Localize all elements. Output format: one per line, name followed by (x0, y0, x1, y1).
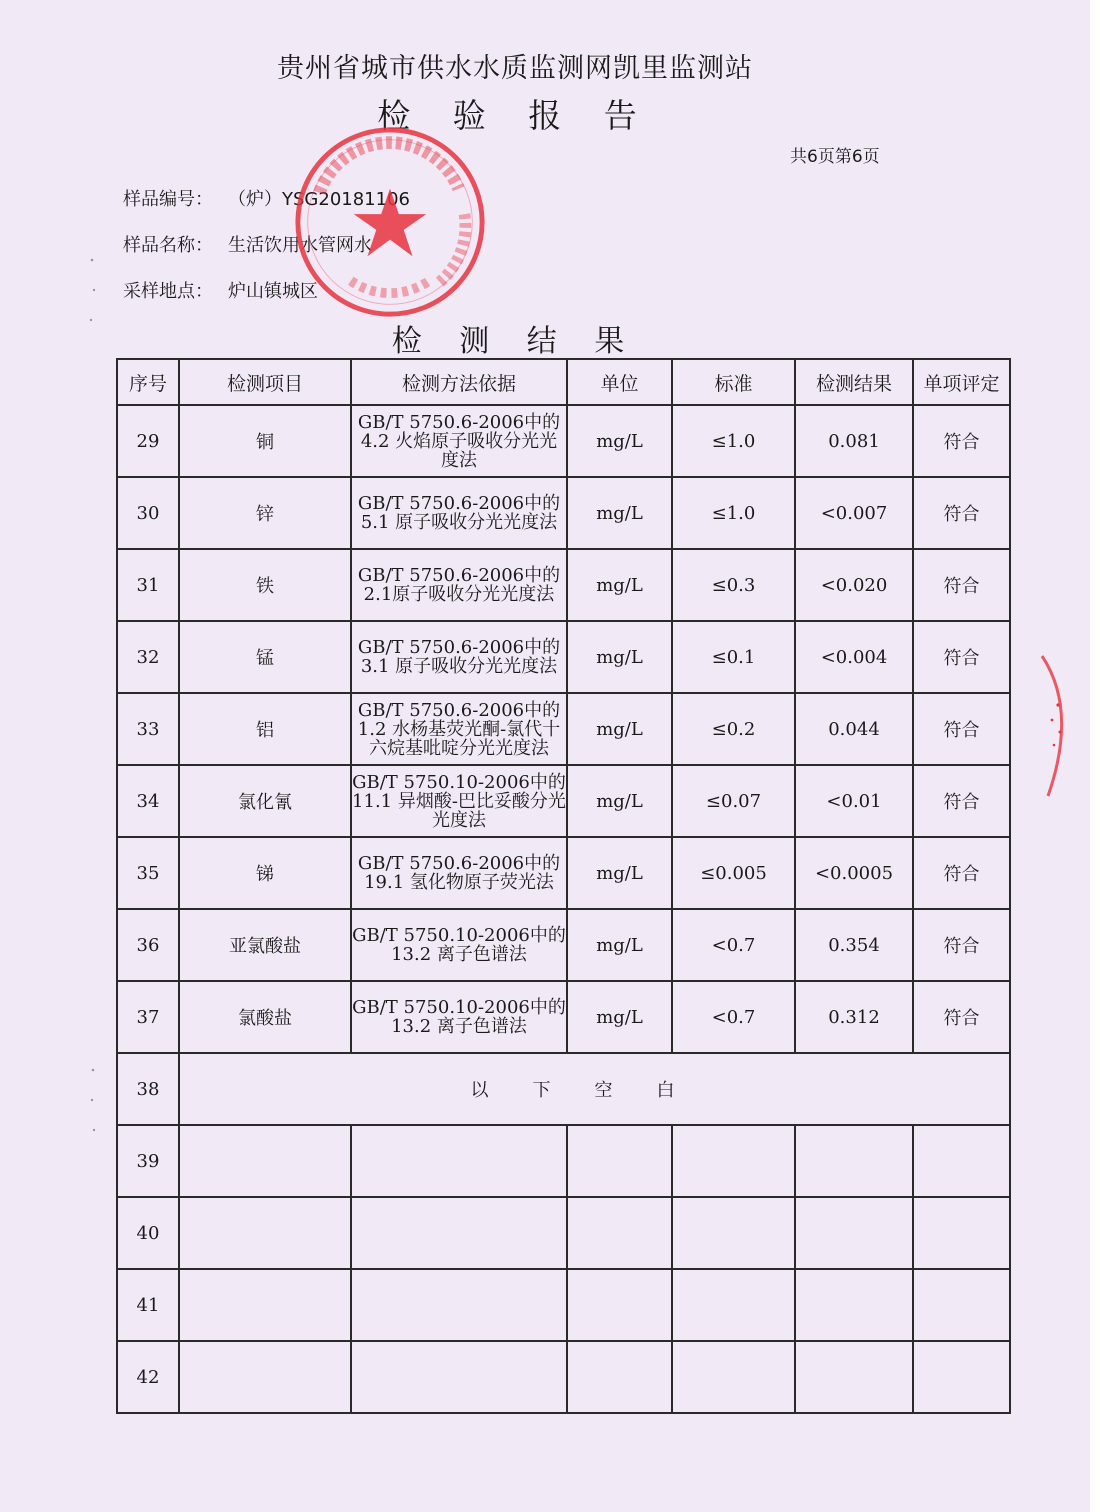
unit: mg/L (567, 693, 672, 765)
unit: mg/L (567, 405, 672, 477)
row-number: 35 (117, 837, 179, 909)
result: <0.007 (795, 477, 913, 549)
table-row (117, 549, 1010, 621)
empty-row (117, 1269, 1010, 1341)
table-row (117, 477, 1010, 549)
sample-name-value: 生活饮用水管网水 (228, 235, 372, 256)
empty-row (117, 1341, 1010, 1413)
verdict: 符合 (913, 909, 1010, 981)
row-number: 41 (117, 1269, 179, 1341)
row-number: 36 (117, 909, 179, 981)
blank-marker-text: 以下空白 (179, 1053, 1010, 1125)
row-number: 39 (117, 1125, 179, 1197)
test-item: 锑 (179, 837, 351, 909)
unit: mg/L (567, 477, 672, 549)
row-number: 40 (117, 1197, 179, 1269)
verdict: 符合 (913, 621, 1010, 693)
seal-fragment-icon (1038, 650, 1082, 800)
column-header-no: 序号 (117, 359, 179, 405)
results-table (116, 358, 1011, 1414)
test-method: GB/T 5750.6-2006中的19.1 氢化物原子荧光法 (351, 837, 567, 909)
test-method: GB/T 5750.6-2006中的2.1原子吸收分光光度法 (351, 549, 567, 621)
standard: ≤0.1 (672, 621, 795, 693)
test-method: GB/T 5750.10-2006中的11.1 异烟酸-巴比妥酸分光光度法 (351, 765, 567, 837)
standard: ≤0.07 (672, 765, 795, 837)
result: 0.044 (795, 693, 913, 765)
standard: ≤0.3 (672, 549, 795, 621)
standard: ≤1.0 (672, 405, 795, 477)
document-title: 检 验 报 告 (377, 96, 653, 135)
binding-specks-icon (82, 250, 102, 1150)
result: <0.01 (795, 765, 913, 837)
page-edge (1090, 0, 1100, 1512)
sample-id-label: 样品编号： (123, 189, 213, 210)
table-row (117, 909, 1010, 981)
row-number: 30 (117, 477, 179, 549)
sample-site-row (123, 277, 318, 303)
result: <0.004 (795, 621, 913, 693)
standard: ≤1.0 (672, 477, 795, 549)
test-item: 锰 (179, 621, 351, 693)
test-method: GB/T 5750.6-2006中的3.1 原子吸收分光光度法 (351, 621, 567, 693)
page-count: 共6页第6页 (790, 147, 880, 167)
organization-title: 贵州省城市供水水质监测网凯里监测站 (277, 53, 753, 84)
standard: ≤0.005 (672, 837, 795, 909)
verdict: 符合 (913, 981, 1010, 1053)
unit: mg/L (567, 765, 672, 837)
row-number: 29 (117, 405, 179, 477)
empty-row (117, 1197, 1010, 1269)
unit: mg/L (567, 909, 672, 981)
row-number: 32 (117, 621, 179, 693)
row-number: 37 (117, 981, 179, 1053)
test-method: GB/T 5750.10-2006中的13.2 离子色谱法 (351, 981, 567, 1053)
column-header-item: 检测项目 (179, 359, 351, 405)
column-header-unit: 单位 (567, 359, 672, 405)
test-method: GB/T 5750.10-2006中的13.2 离子色谱法 (351, 909, 567, 981)
result: <0.020 (795, 549, 913, 621)
column-header-verdict: 单项评定 (913, 359, 1010, 405)
result: 0.312 (795, 981, 913, 1053)
table-row (117, 981, 1010, 1053)
column-header-result: 检测结果 (795, 359, 913, 405)
test-item: 氯化氰 (179, 765, 351, 837)
standard: ≤0.2 (672, 693, 795, 765)
table-row (117, 693, 1010, 765)
row-number: 34 (117, 765, 179, 837)
unit: mg/L (567, 549, 672, 621)
official-seal-icon (292, 124, 488, 320)
table-header-row (117, 359, 1010, 405)
verdict: 符合 (913, 477, 1010, 549)
sample-name-label: 样品名称： (123, 235, 213, 256)
row-number: 31 (117, 549, 179, 621)
test-item: 铜 (179, 405, 351, 477)
standard: <0.7 (672, 909, 795, 981)
unit: mg/L (567, 981, 672, 1053)
test-item: 铝 (179, 693, 351, 765)
verdict: 符合 (913, 837, 1010, 909)
row-number: 42 (117, 1341, 179, 1413)
result: 0.081 (795, 405, 913, 477)
column-header-standard: 标准 (672, 359, 795, 405)
sample-site-value: 炉山镇城区 (228, 281, 318, 302)
table-row (117, 765, 1010, 837)
verdict: 符合 (913, 405, 1010, 477)
result: 0.354 (795, 909, 913, 981)
table-row (117, 837, 1010, 909)
verdict: 符合 (913, 693, 1010, 765)
test-item: 铁 (179, 549, 351, 621)
table-row (117, 405, 1010, 477)
standard: <0.7 (672, 981, 795, 1053)
row-number: 33 (117, 693, 179, 765)
test-item: 氯酸盐 (179, 981, 351, 1053)
column-header-method: 检测方法依据 (351, 359, 567, 405)
verdict: 符合 (913, 765, 1010, 837)
table-row (117, 621, 1010, 693)
blank-marker-row (117, 1053, 1010, 1125)
test-item: 锌 (179, 477, 351, 549)
result: <0.0005 (795, 837, 913, 909)
test-item: 亚氯酸盐 (179, 909, 351, 981)
verdict: 符合 (913, 549, 1010, 621)
test-method: GB/T 5750.6-2006中的1.2 水杨基荧光酮-氯代十六烷基吡啶分光光度法 (351, 693, 567, 765)
row-number: 38 (117, 1053, 179, 1125)
sample-site-label: 采样地点： (123, 281, 213, 302)
unit: mg/L (567, 837, 672, 909)
sample-id-value: （炉）YSG20181106 (228, 189, 410, 210)
results-title: 检 测 结 果 (391, 324, 639, 359)
empty-row (117, 1125, 1010, 1197)
test-method: GB/T 5750.6-2006中的4.2 火焰原子吸收分光光度法 (351, 405, 567, 477)
test-method: GB/T 5750.6-2006中的5.1 原子吸收分光光度法 (351, 477, 567, 549)
unit: mg/L (567, 621, 672, 693)
